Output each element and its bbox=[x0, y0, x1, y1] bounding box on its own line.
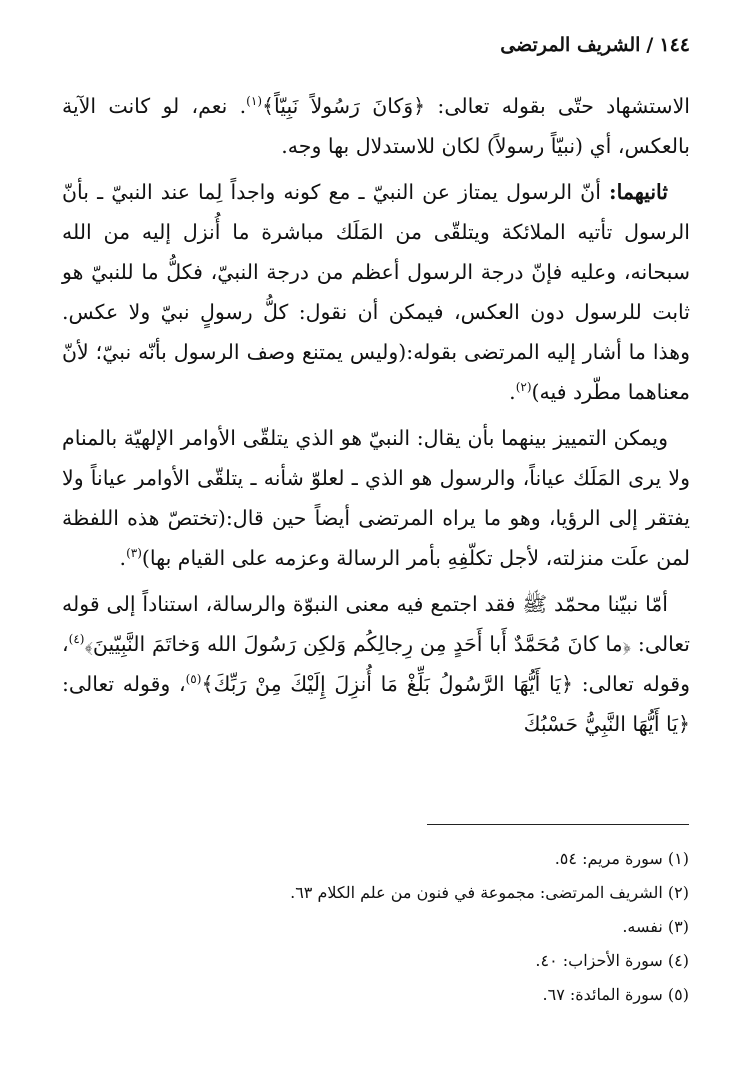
header-separator: / bbox=[646, 34, 654, 56]
paragraph-tail: . bbox=[509, 380, 516, 404]
page-number: ١٤٤ bbox=[659, 34, 690, 56]
footnote-1: (١) سورة مريم: ٥٤. bbox=[554, 849, 689, 868]
paragraph-tail: . bbox=[119, 546, 127, 570]
paragraph-text: ويمكن التمييز بينهما بأن يقال: النبيّ هو الذي يتلقّى الأوامر الإلهيّة بالمنام ولا يرى المَلَك عياناً، والرسول هو الذي ـ لعلوّ شأنه ـ يتلقّى الأوامر عياناً ولا يفتقر إلى الرؤيا، وهو ما يراه المرتضى أيضاً حين قال:(تختصّ هذه اللفظة لمن علَت منزلته، لأجل تكلّفِهِ بأمر الرسالة وعزمه على القيام بها) bbox=[62, 426, 690, 570]
footnote-marker: (٥) bbox=[185, 672, 202, 687]
footnote-5: (٥) سورة المائدة: ٦٧. bbox=[542, 985, 689, 1004]
paragraph-tail: ، وقوله تعالى: ﴿يَا أَيُّهَا النَّبِيُّ حَسْبُكَ bbox=[62, 672, 690, 736]
paragraph-tail: . نعم، لو كانت الآية بالعكس، أي (نبيّاً رسولاً) لكان للاستدلال بها وجه. bbox=[62, 94, 690, 158]
footnote-3: (٣) نفسه. bbox=[622, 917, 689, 936]
page-header bbox=[62, 28, 690, 62]
footnote-marker: (٣) bbox=[126, 546, 142, 561]
footnote-marker: (٤) bbox=[68, 632, 85, 647]
paragraph-lead: ثانيهما: bbox=[609, 180, 668, 204]
footnote-marker: (٢) bbox=[515, 380, 532, 395]
footnote-divider bbox=[427, 824, 689, 825]
page bbox=[62, 28, 690, 750]
footnote-marker: (١) bbox=[246, 94, 262, 109]
paragraph-text: أمّا نبيّنا محمّد ﷺ فقد اجتمع فيه معنى النبوّة والرسالة، استناداً إلى قوله تعالى: ﴿ما كانَ مُحَمَّدٌ أَبا أَحَدٍ مِن رِجالِكُم وَلكِن رَسُولَ الله وَخاتَمَ النَّبِيّينَ﴾ bbox=[62, 592, 690, 656]
book-title: الشريف المرتضى bbox=[500, 34, 641, 56]
footnote-4: (٤) سورة الأحزاب: ٤٠. bbox=[535, 951, 689, 970]
paragraph-3 bbox=[62, 418, 690, 578]
footnote-2: (٢) الشريف المرتضى: مجموعة في فنون من علم الكلام ٦٣. bbox=[290, 883, 689, 902]
paragraph-text: الاستشهاد حتّى بقوله تعالى: ﴿وَكانَ رَسُولاً نَبِيّاً﴾ bbox=[262, 94, 690, 118]
main-text bbox=[62, 86, 690, 744]
paragraph-text: أنّ الرسول يمتاز عن النبيّ ـ مع كونه واجداً لِما عند النبيّ ـ بأنّ الرسول تأتيه الملائكة ويتلقّى من المَلَك مباشرة ما أُنزل إليه من الله سبحانه، وعليه فإنّ درجة الرسول أعظم من درجة النبيّ، فكلُّ ما للنبيّ هو ثابت للرسول دون العكس، فيمكن أن نقول: كلُّ رسولٍ نبيّ ولا عكس. وهذا ما أشار إليه المرتضى بقوله:(وليس يمتنع وصف الرسول بأنّه نبيّ؛ لأنّ معناهما مطّرد فيه) bbox=[62, 180, 690, 404]
paragraph-2 bbox=[62, 172, 690, 412]
footnotes bbox=[61, 842, 689, 1012]
paragraph-4 bbox=[62, 584, 690, 744]
paragraph-tail: ، وقوله تعالى: ﴿يَا أَيُّهَا الرَّسُولُ بَلِّغْ مَا أُنزِلَ إِلَيْكَ مِنْ رَبِّكَ﴾ bbox=[62, 632, 690, 696]
paragraph-1 bbox=[62, 86, 690, 166]
